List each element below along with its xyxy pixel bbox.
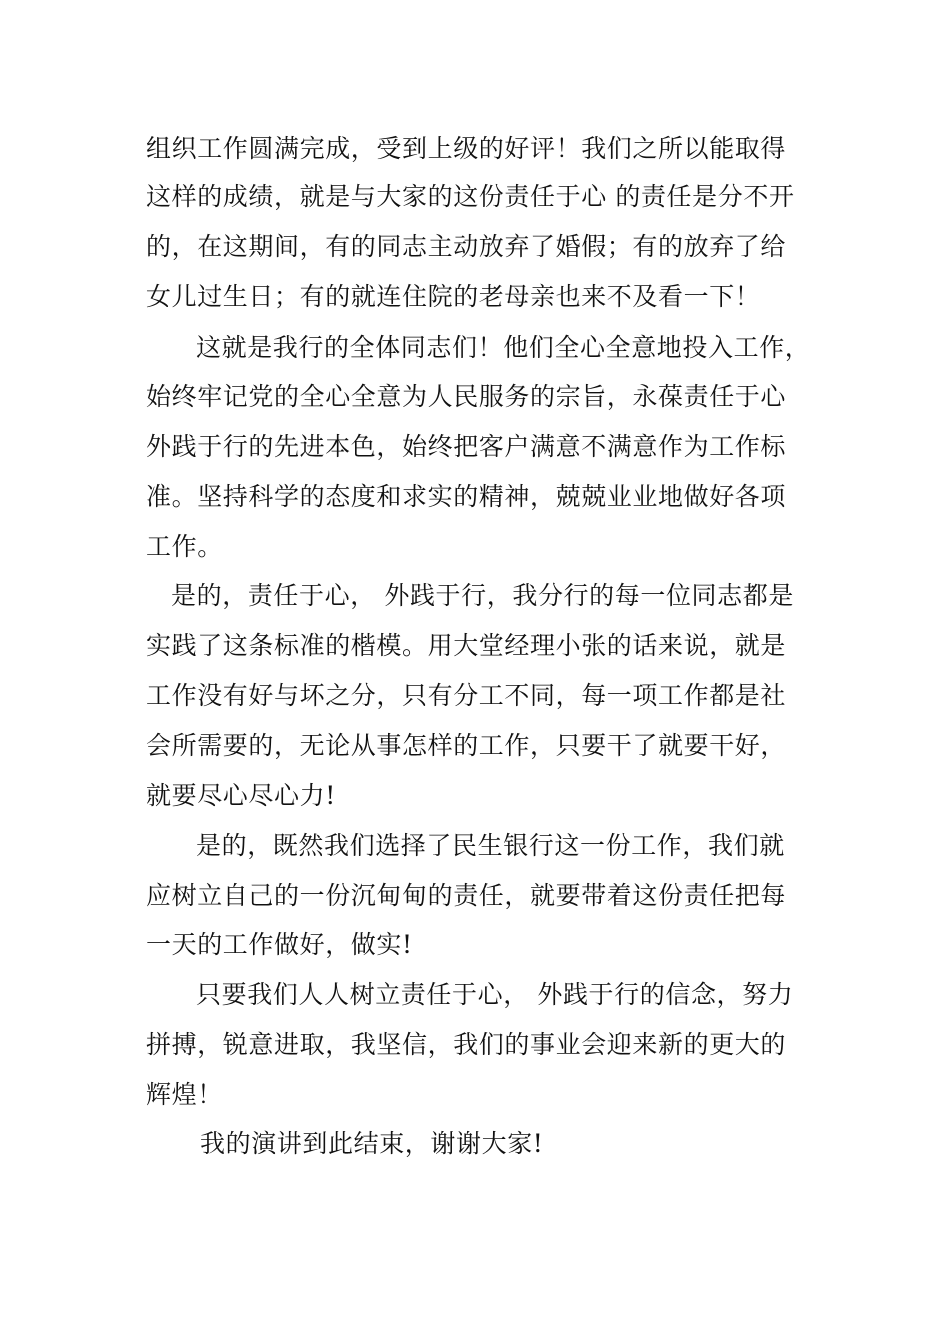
- text-line: 是的，责任于心， 外践于行，我分行的每一位同志都是: [171, 581, 794, 610]
- text-line: 组织工作圆满完成，受到上级的好评！我们之所以能取得: [146, 134, 787, 163]
- text-line: 辉煌！: [146, 1080, 223, 1109]
- text-line: 准。坚持科学的态度和求实的精神，兢兢业业地做好各项: [146, 482, 787, 511]
- text-line: 工作没有好与坏之分，只有分工不同，每一项工作都是社: [146, 681, 787, 710]
- text-line: 拼搏，锐意进取，我坚信，我们的事业会迎来新的更大的: [146, 1030, 787, 1059]
- text-line: 会所需要的，无论从事怎样的工作，只要干了就要干好，: [146, 731, 787, 760]
- text-line: 实践了这条标准的楷模。用大堂经理小张的话来说，就是: [146, 631, 787, 660]
- text-line: 是的，既然我们选择了民生银行这一份工作，我们就: [196, 831, 785, 860]
- text-line: 这样的成绩，就是与大家的这份责任于心 的责任是分不开: [146, 182, 795, 211]
- text-line: 一天的工作做好，做实!: [146, 930, 413, 959]
- text-line: 我的演讲到此结束，谢谢大家!: [200, 1129, 544, 1158]
- text-line: 外践于行的先进本色，始终把客户满意不满意作为工作标: [146, 432, 787, 461]
- text-line: 只要我们人人树立责任于心， 外践于行的信念，努力: [196, 980, 794, 1009]
- text-line: 女儿过生日；有的就连住院的老母亲也来不及看一下！: [146, 282, 761, 311]
- text-line: 这就是我行的全体同志们！他们全心全意地投入工作，: [196, 333, 811, 362]
- text-line: 的，在这期间，有的同志主动放弃了婚假；有的放弃了给: [146, 232, 787, 261]
- text-line: 就要尽心尽心力!: [146, 781, 336, 810]
- text-line: 工作。: [146, 532, 223, 561]
- text-line: 始终牢记党的全心全意为人民服务的宗旨，永葆责任于心: [146, 382, 787, 411]
- text-line: 应树立自己的一份沉甸甸的责任，就要带着这份责任把每: [146, 881, 787, 910]
